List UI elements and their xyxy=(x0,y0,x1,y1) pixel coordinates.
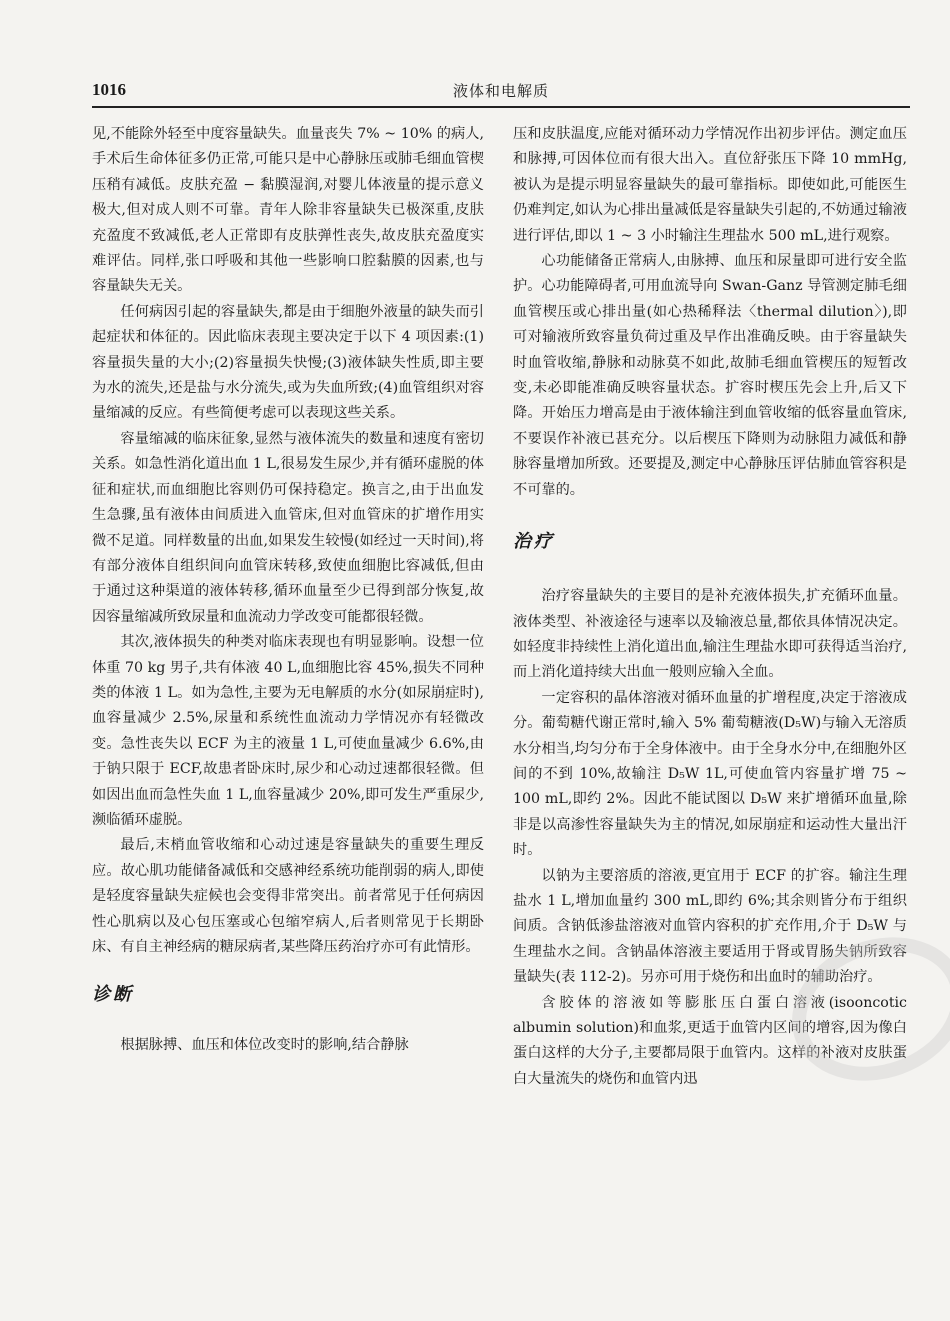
paragraph: 见,不能除外轻至中度容量缺失。血量丧失 7% ~ 10% 的病人,手术后生命体征多仍正常,可能只是中心静脉压或肺毛细血管楔压稍有减低。皮肤充盈 − 黏膜湿润,对婴儿体液量的提示意义极大,但对成人则不可靠。青年人除非容量缺失已极深重,皮肤充盈度不致减低,老人正常即有皮肤弹性丧失,故皮肤充盈度实难评估。同样,张口呼吸和其他一些影响口腔黏膜的因素,也与容量缺失无关。 xyxy=(92,126,484,295)
paragraph: 以钠为主要溶质的溶液,更宜用于 ECF 的扩容。输注生理盐水 1 L,增加血量约 300 mL,即约 6%;其余则皆分布于组织间质。含钠低渗盐溶液对血管内容积的扩充作用,介于 D₅W 与生理盐水之间。含钠晶体溶液主要适用于肾或胃肠失钠所致容量缺失(表 112-2)。另亦可用于烧伤和出血时的辅助治疗。 xyxy=(513,867,907,986)
page-header xyxy=(92,80,910,108)
section-heading-diagnosis: 诊断 xyxy=(92,984,134,1006)
paragraph: 容量缩减的临床征象,显然与液体流失的数量和速度有密切关系。如急性消化道出血 1 L,很易发生尿少,并有循环虚脱的体征和症状,而血细胞比容则仍可保持稳定。换言之,由于出血发生急骤,虽有液体由间质进入血管床,但对血管床的扩增作用实微不足道。同样数量的出血,如果发生较慢(如经过一天时间),将有部分液体自组织间向血管床转移,致使血细胞比容减低,但由于通过这种渠道的液体转移,循环血量至少已得到部分恢复,故因容量缩减所致尿量和血流动力学改变可能都很轻微。 xyxy=(92,430,484,625)
paragraph: 治疗容量缺失的主要目的是补充液体损失,扩充循环血量。液体类型、补液途径与速率以及输液总量,都依具体情况决定。如轻度非持续性上消化道出血,输注生理盐水即可获得适当治疗,而上消化道持续大出血一般则应输入全血。 xyxy=(513,588,907,681)
paragraph: 含胶体的溶液如等膨胀压白蛋白溶液(isooncotic albumin solution)和血浆,更适于血管内区间的增容,因为像白蛋白这样的大分子,主要都局限于血管内。这样的补液对皮肤蛋白大量流失的烧伤和血管内迅 xyxy=(513,994,907,1087)
paragraph: 一定容积的晶体溶液对循环血量的扩增程度,决定于溶液成分。葡萄糖代谢正常时,输入 5% 葡萄糖液(D₅W)与输入无溶质水分相当,均匀分布于全身体液中。由于全身水分中,在细胞外区间的不到 10%,故输注 D₅W 1L,可使血管内容量扩增 75 ~ 100 mL,即约 2%。因此不能试图以 D₅W 来扩增循环血量,除非是以高渗性容量缺失为主的情况,如尿崩症和运动性大量出汗时。 xyxy=(513,689,907,859)
paragraph: 根据脉搏、血压和体位改变时的影响,结合静脉 xyxy=(120,1037,409,1054)
paragraph: 其次,液体损失的种类对临床表现也有明显影响。设想一位体重 70 kg 男子,共有体液 40 L,血细胞比容 45%,损失不同种类的体液 1 L。如为急性,主要为无电解质的水分(如尿崩症时),血容量减少 2.5%,尿量和系统性血流动力学情况亦有轻微改变。急性丧失以 ECF 为主的液量 1 L,可使血量减少 6.6%,由于钠只限于 ECF,故患者卧床时,尿少和心动过速都很轻微。但如因出血而急性失血 1 L,血容量减少 20%,即可发生严重尿少,濒临循环虚脱。 xyxy=(92,634,484,828)
paragraph: 最后,末梢血管收缩和心动过速是容量缺失的重要生理反应。故心肌功能储备减低和交感神经系统功能削弱的病人,即使是轻度容量缺失症候也会变得非常突出。前者常见于任何病因性心肌病以及心包压塞或心包缩窄病人,后者则常见于长期卧床、有自主神经病的糖尿病者,某些降压药治疗亦可有此情形。 xyxy=(92,837,484,955)
left-column xyxy=(92,122,484,1059)
section-heading-treatment: 治疗 xyxy=(513,531,555,553)
paragraph: 心功能储备正常病人,由脉搏、血压和尿量即可进行安全监护。心功能障碍者,可用血流导向 Swan-Ganz 导管测定肺毛细血管楔压或心排出量(如心热稀释法〈thermal dilution〉),即可对输液所致容量负荷过重及早作出准确反映。由于容量缺失时血管收缩,静脉和动脉莫不如此,故肺毛细血管楔压的短暂改变,未必即能准确反映容量状态。扩容时楔压先会上升,后又下降。开始压力增高是由于液体输注到血管收缩的低容量血管床,不要误作补液已甚充分。以后楔压下降则为动脉阻力减低和静脉容量增加所致。还要提及,测定中心静脉压评估肺血管容积是不可靠的。 xyxy=(513,253,907,498)
paragraph: 任何病因引起的容量缺失,都是由于细胞外液量的缺失而引起症状和体征的。因此临床表现主要决定于以下 4 项因素:(1)容量损失量的大小;(2)容量损失快慢;(3)液体缺失性质,即主要为水的流失,还是盐与水分流失,或为失血所致;(4)血管组织对容量缩减的反应。有些简便考虑可以表现这些关系。 xyxy=(92,303,484,422)
paragraph: 压和皮肤温度,应能对循环动力学情况作出初步评估。测定血压和脉搏,可因体位而有很大出入。直位舒张压下降 10 mmHg,被认为是提示明显容量缺失的最可靠指标。即使如此,可能医生仍难判定,如认为心排出量减低是容量缺失引起的,不妨通过输液进行评估,即以 1 ~ 3 小时输注生理盐水 500 mL,进行观察。 xyxy=(513,126,907,244)
page-number: 1016 xyxy=(92,80,126,99)
running-title: 液体和电解质 xyxy=(452,82,549,100)
